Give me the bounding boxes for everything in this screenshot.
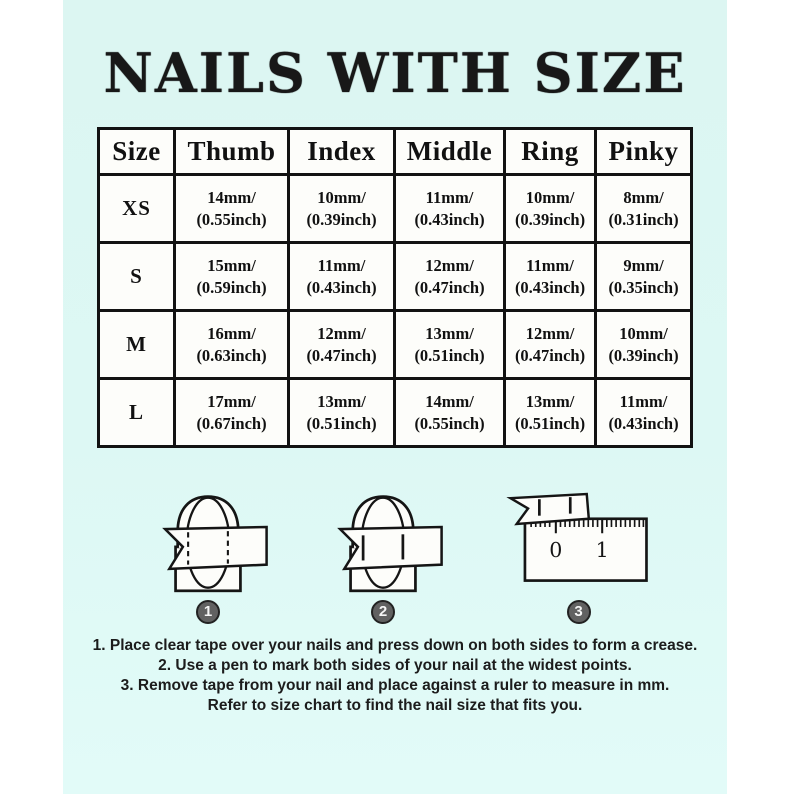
header-pinky: Pinky [596, 129, 692, 175]
cell-m-middle [395, 311, 505, 379]
cell-mm-value: 16mm/ [207, 323, 256, 343]
measuring-steps-figures [63, 482, 727, 624]
tape-on-ruler-diagram [496, 492, 661, 595]
page-title: NAILS WITH SIZE [103, 41, 687, 105]
cell-mm-value: 8mm/ [623, 187, 664, 207]
header-ring: Ring [505, 129, 596, 175]
size-label-xs: XS [99, 175, 175, 243]
size-chart-table [97, 127, 693, 448]
size-label-s: S [99, 243, 175, 311]
cell-mm-value: 9mm/ [623, 255, 664, 275]
step-2-badge: 2 [371, 600, 395, 624]
cell-inch-value: (0.63inch) [196, 345, 267, 365]
cell-mm-value: 12mm/ [525, 323, 575, 343]
cell-mm-value: 14mm/ [425, 391, 474, 411]
cell-inch-value: (0.43inch) [514, 277, 586, 297]
cell-mm-value: 17mm/ [207, 391, 256, 411]
cell-xs-ring [505, 175, 596, 243]
table-row-xs [99, 175, 692, 243]
size-label-m: M [99, 311, 175, 379]
cell-s-pinky [596, 243, 692, 311]
cell-s-thumb [175, 243, 289, 311]
instruction-line-3: 3. Remove tape from your nail and place against a ruler to measure in mm. [120, 677, 670, 695]
content-panel [63, 0, 727, 794]
instruction-line-4: Refer to size chart to find the nail size that fits you. [207, 697, 583, 715]
cell-mm-value: 11mm/ [526, 255, 574, 275]
cell-xs-middle [395, 175, 505, 243]
cell-inch-value: (0.39inch) [608, 345, 679, 365]
cell-mm-value: 12mm/ [425, 255, 474, 275]
cell-mm-value: 13mm/ [525, 391, 575, 411]
cell-mm-value: 12mm/ [317, 323, 366, 343]
cell-m-pinky [596, 311, 692, 379]
finger-tape-marks-diagram [320, 482, 446, 595]
cell-inch-value: (0.47inch) [306, 345, 377, 365]
cell-xs-index [289, 175, 395, 243]
cell-mm-value: 10mm/ [619, 323, 668, 343]
cell-s-ring [505, 243, 596, 311]
header-middle: Middle [395, 129, 505, 175]
cell-mm-value: 10mm/ [525, 187, 575, 207]
cell-inch-value: (0.47inch) [414, 277, 485, 297]
cell-inch-value: (0.51inch) [514, 413, 586, 433]
cell-mm-value: 13mm/ [425, 323, 474, 343]
header-size: Size [99, 129, 175, 175]
cell-l-ring [505, 379, 596, 447]
instruction-line-2: 2. Use a pen to mark both sides of your nail at the widest points. [158, 657, 632, 675]
header-index: Index [289, 129, 395, 175]
instructions-block [63, 636, 727, 716]
cell-l-thumb [175, 379, 289, 447]
cell-inch-value: (0.39inch) [306, 209, 377, 229]
cell-s-middle [395, 243, 505, 311]
instruction-line-1: 1. Place clear tape over your nails and press down on both sides to form a crease. [92, 637, 698, 655]
cell-inch-value: (0.47inch) [514, 345, 586, 365]
cell-inch-value: (0.55inch) [414, 413, 485, 433]
cell-inch-value: (0.31inch) [608, 209, 679, 229]
cell-mm-value: 11mm/ [425, 187, 474, 207]
cell-mm-value: 13mm/ [317, 391, 366, 411]
cell-inch-value: (0.51inch) [306, 413, 377, 433]
figure-step-2 [308, 482, 458, 624]
cell-inch-value: (0.51inch) [414, 345, 485, 365]
cell-xs-pinky [596, 175, 692, 243]
cell-inch-value: (0.35inch) [608, 277, 679, 297]
table-row-l [99, 379, 692, 447]
step-1-badge: 1 [196, 600, 220, 624]
figure-step-3 [496, 492, 661, 624]
cell-mm-value: 15mm/ [207, 255, 256, 275]
table-row-s [99, 243, 692, 311]
cell-mm-value: 11mm/ [317, 255, 366, 275]
step-3-badge: 3 [567, 600, 591, 624]
ruler-number-1: 1 [595, 538, 609, 563]
cell-xs-thumb [175, 175, 289, 243]
cell-mm-value: 10mm/ [317, 187, 366, 207]
cell-mm-value: 14mm/ [207, 187, 256, 207]
cell-m-index [289, 311, 395, 379]
cell-inch-value: (0.59inch) [196, 277, 267, 297]
cell-inch-value: (0.43inch) [306, 277, 377, 297]
figure-step-1 [133, 482, 283, 624]
cell-m-ring [505, 311, 596, 379]
ruler-number-0: 0 [549, 538, 563, 563]
cell-s-index [289, 243, 395, 311]
table-header-row [99, 129, 692, 175]
cell-inch-value: (0.55inch) [196, 209, 267, 229]
cell-inch-value: (0.67inch) [196, 413, 267, 433]
cell-l-middle [395, 379, 505, 447]
cell-mm-value: 11mm/ [619, 391, 668, 411]
cell-inch-value: (0.39inch) [514, 209, 586, 229]
cell-l-pinky [596, 379, 692, 447]
finger-tape-crease-diagram [145, 482, 271, 595]
table-row-m [99, 311, 692, 379]
size-label-l: L [99, 379, 175, 447]
cell-inch-value: (0.43inch) [608, 413, 679, 433]
cell-m-thumb [175, 311, 289, 379]
cell-inch-value: (0.43inch) [414, 209, 485, 229]
header-thumb: Thumb [175, 129, 289, 175]
cell-l-index [289, 379, 395, 447]
